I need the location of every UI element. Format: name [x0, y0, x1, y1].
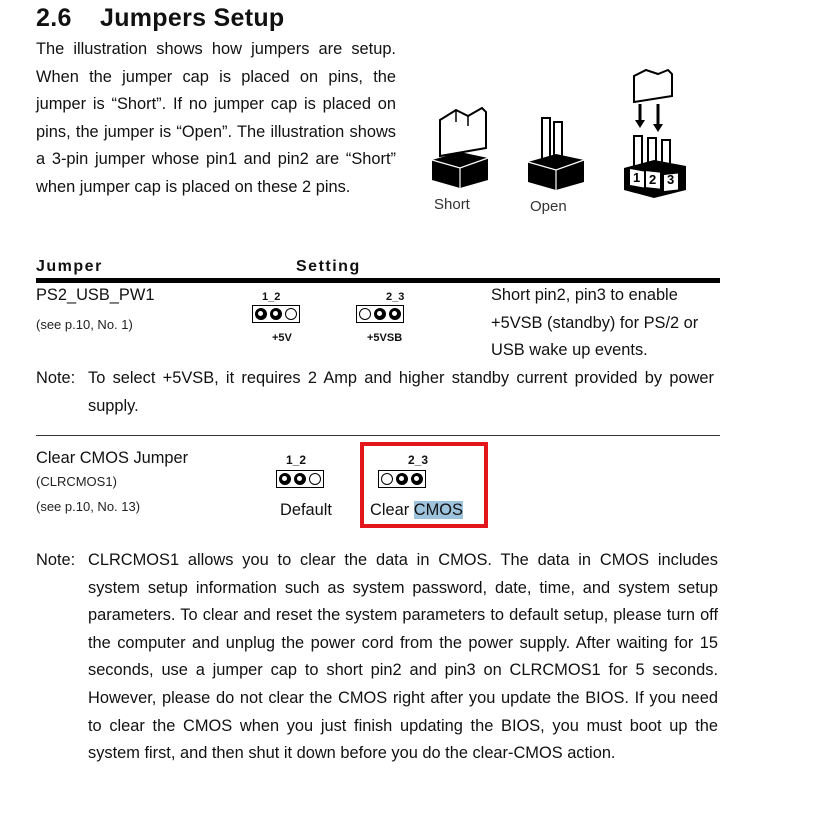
note-label: Note:: [36, 369, 76, 387]
pin-number-2: 2: [649, 172, 657, 187]
cmos-selected-word[interactable]: CMOS: [413, 501, 463, 519]
jumper-ref-ps2-usb-pw1: (see p.10, No. 1): [36, 317, 133, 332]
setting-pins-label: 2_3: [408, 453, 429, 467]
setting-pins-label: 2_3: [386, 291, 405, 303]
short-jumper-graphic: [432, 108, 488, 188]
pin-icon: [309, 473, 321, 485]
pin-number-1: 1: [633, 170, 641, 185]
short-caption: Short: [434, 196, 470, 213]
note-text: To select +5VSB, it requires 2 Amp and higher standby current provided by power supply.: [88, 369, 714, 415]
intro-text: The illustration shows how jumpers are setup. When the jumper cap is placed on pins, the jumper is “Short”. If no jumper cap is placed on pins, the jumper is “Open”. The illustration shows a 3-pin jumper whose pin1 and pin2 are “Short” when jumper cap is placed on these 2 pins.: [36, 40, 396, 196]
jumper-name-ps2-usb-pw1: PS2_USB_PW1: [36, 286, 155, 304]
jumper-illustration-svg: [426, 64, 696, 224]
open-caption: Open: [530, 198, 567, 215]
pin-icon: [411, 473, 423, 485]
jumper-code-clrcmos1: (CLRCMOS1): [36, 474, 117, 489]
section-heading: [36, 4, 285, 33]
note-5vsb: [36, 365, 716, 421]
pin-icon: [270, 308, 282, 320]
setting-label-clear-cmos: [370, 501, 463, 520]
jumper-diagram-2-3: [356, 305, 404, 323]
table-header-setting: Setting: [296, 258, 361, 275]
setting-pins-label: 1_2: [286, 453, 307, 467]
intro-paragraph: [36, 36, 396, 202]
jumper-name-clear-cmos: Clear CMOS Jumper: [36, 449, 189, 467]
pin-icon: [294, 473, 306, 485]
table-header-jumper: Jumper: [36, 258, 103, 275]
note-text: CLRCMOS1 allows you to clear the data in CMOS. The data in CMOS includes system setup information such as system password, date, time, and system setup parameters. To clear and reset the system parameters to default setup, please turn off the computer and unplug the power cord from the power supply. After waiting for 15 seconds, use a jumper cap to short pin2 and pin3 on CLRCMOS1 for 5 seconds. However, please do not clear the CMOS right after you update the BIOS. If you need to clear the CMOS when you just finish updating the BIOS, you must boot up the system first, and then shut it down before you do the clear-CMOS action.: [88, 551, 718, 763]
setting-label-5v: +5V: [272, 332, 292, 344]
description-line: USB wake up events.: [491, 341, 648, 359]
pin-icon: [389, 308, 401, 320]
note-label: Note:: [36, 551, 76, 569]
pin-number-3: 3: [667, 172, 675, 187]
setting-pins-label: 1_2: [262, 291, 281, 303]
pin-icon: [285, 308, 297, 320]
pin-icon: [279, 473, 291, 485]
ps2-usb-description: [491, 282, 698, 365]
pin-icon: [374, 308, 386, 320]
jumper-diagram-clear-cmos: [378, 470, 426, 488]
jumper-illustration: [426, 64, 696, 224]
setting-label-5vsb: +5VSB: [367, 332, 403, 344]
row-divider: [36, 435, 720, 436]
open-jumper-graphic: [528, 118, 584, 190]
jumper-ref-clear-cmos: (see p.10, No. 13): [36, 499, 141, 514]
pin-icon: [255, 308, 267, 320]
jumper-diagram-default: [276, 470, 324, 488]
pin-icon: [396, 473, 408, 485]
section-number: 2.6: [36, 4, 72, 32]
jumper-diagram-1-2: [252, 305, 300, 323]
three-pin-jumper-graphic: [624, 70, 686, 198]
description-line: Short pin2, pin3 to enable: [491, 286, 678, 304]
pin-icon: [359, 308, 371, 320]
section-title: Jumpers Setup: [100, 4, 285, 32]
clear-word: Clear: [370, 501, 410, 519]
pin-icon: [381, 473, 393, 485]
description-line: +5VSB (standby) for PS/2 or: [491, 313, 699, 332]
setting-label-default: Default: [280, 501, 332, 519]
note-clrcmos: [36, 547, 720, 797]
